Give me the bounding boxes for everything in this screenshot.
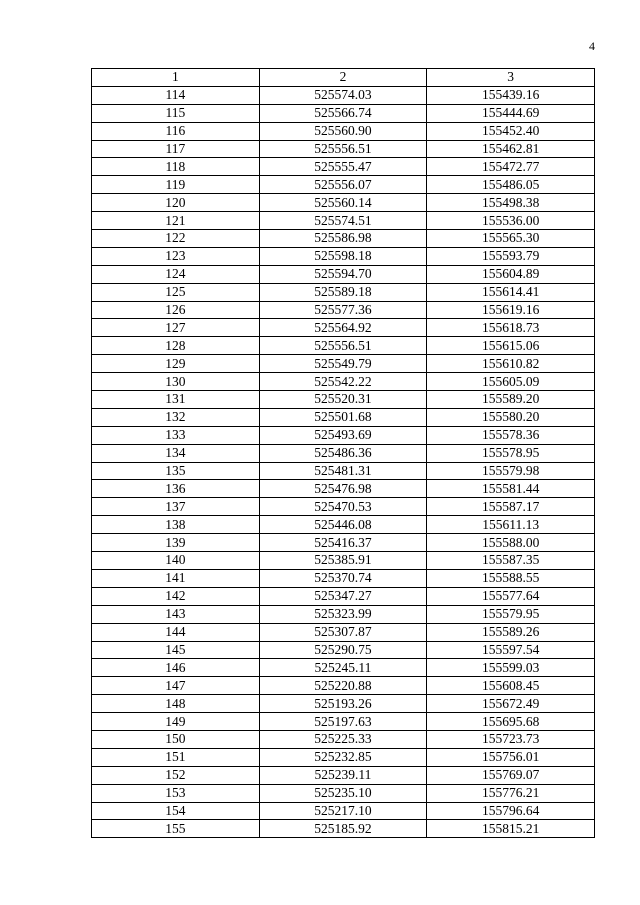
y-coordinate-cell: 155579.95: [427, 605, 595, 623]
table-row: [92, 695, 595, 713]
header-cell-2: 2: [259, 69, 427, 87]
point-number-cell: 114: [92, 86, 260, 104]
point-number-cell: 147: [92, 677, 260, 695]
table-row: [92, 140, 595, 158]
table-row: [92, 283, 595, 301]
table-row: [92, 516, 595, 534]
point-number-cell: 145: [92, 641, 260, 659]
point-number-cell: 130: [92, 373, 260, 391]
y-coordinate-cell: 155578.36: [427, 426, 595, 444]
y-coordinate-cell: 155615.06: [427, 337, 595, 355]
point-number-cell: 131: [92, 391, 260, 409]
x-coordinate-cell: 525564.92: [259, 319, 427, 337]
table-row: [92, 623, 595, 641]
point-number-cell: 122: [92, 230, 260, 248]
y-coordinate-cell: 155581.44: [427, 480, 595, 498]
y-coordinate-cell: 155610.82: [427, 355, 595, 373]
y-coordinate-cell: 155776.21: [427, 784, 595, 802]
point-number-cell: 149: [92, 713, 260, 731]
x-coordinate-cell: 525556.51: [259, 337, 427, 355]
table-row: [92, 552, 595, 570]
table-row: [92, 319, 595, 337]
x-coordinate-cell: 525217.10: [259, 802, 427, 820]
y-coordinate-cell: 155796.64: [427, 802, 595, 820]
y-coordinate-cell: 155769.07: [427, 766, 595, 784]
y-coordinate-cell: 155619.16: [427, 301, 595, 319]
x-coordinate-cell: 525589.18: [259, 283, 427, 301]
x-coordinate-cell: 525232.85: [259, 748, 427, 766]
point-number-cell: 152: [92, 766, 260, 784]
x-coordinate-cell: 525470.53: [259, 498, 427, 516]
y-coordinate-cell: 155486.05: [427, 176, 595, 194]
y-coordinate-cell: 155597.54: [427, 641, 595, 659]
y-coordinate-cell: 155578.95: [427, 444, 595, 462]
y-coordinate-cell: 155695.68: [427, 713, 595, 731]
point-number-cell: 124: [92, 265, 260, 283]
y-coordinate-cell: 155439.16: [427, 86, 595, 104]
point-number-cell: 119: [92, 176, 260, 194]
y-coordinate-cell: 155723.73: [427, 730, 595, 748]
table-row: [92, 86, 595, 104]
y-coordinate-cell: 155565.30: [427, 230, 595, 248]
table-row: [92, 212, 595, 230]
table-row: [92, 784, 595, 802]
x-coordinate-cell: 525598.18: [259, 247, 427, 265]
x-coordinate-cell: 525577.36: [259, 301, 427, 319]
coordinates-table: [91, 68, 595, 838]
point-number-cell: 118: [92, 158, 260, 176]
table-row: [92, 766, 595, 784]
x-coordinate-cell: 525501.68: [259, 408, 427, 426]
point-number-cell: 150: [92, 730, 260, 748]
y-coordinate-cell: 155599.03: [427, 659, 595, 677]
y-coordinate-cell: 155614.41: [427, 283, 595, 301]
point-number-cell: 135: [92, 462, 260, 480]
point-number-cell: 136: [92, 480, 260, 498]
table-row: [92, 104, 595, 122]
point-number-cell: 142: [92, 587, 260, 605]
point-number-cell: 140: [92, 552, 260, 570]
table-row: [92, 534, 595, 552]
point-number-cell: 137: [92, 498, 260, 516]
y-coordinate-cell: 155588.55: [427, 569, 595, 587]
x-coordinate-cell: 525307.87: [259, 623, 427, 641]
table-row: [92, 569, 595, 587]
point-number-cell: 148: [92, 695, 260, 713]
y-coordinate-cell: 155462.81: [427, 140, 595, 158]
x-coordinate-cell: 525220.88: [259, 677, 427, 695]
x-coordinate-cell: 525193.26: [259, 695, 427, 713]
point-number-cell: 117: [92, 140, 260, 158]
table-row: [92, 247, 595, 265]
table-row: [92, 462, 595, 480]
table-row: [92, 426, 595, 444]
y-coordinate-cell: 155611.13: [427, 516, 595, 534]
y-coordinate-cell: 155588.00: [427, 534, 595, 552]
point-number-cell: 151: [92, 748, 260, 766]
point-number-cell: 153: [92, 784, 260, 802]
y-coordinate-cell: 155608.45: [427, 677, 595, 695]
x-coordinate-cell: 525486.36: [259, 444, 427, 462]
y-coordinate-cell: 155604.89: [427, 265, 595, 283]
x-coordinate-cell: 525225.33: [259, 730, 427, 748]
table-row: [92, 391, 595, 409]
table-row: [92, 748, 595, 766]
y-coordinate-cell: 155577.64: [427, 587, 595, 605]
x-coordinate-cell: 525290.75: [259, 641, 427, 659]
x-coordinate-cell: 525416.37: [259, 534, 427, 552]
x-coordinate-cell: 525239.11: [259, 766, 427, 784]
table-row: [92, 122, 595, 140]
point-number-cell: 115: [92, 104, 260, 122]
x-coordinate-cell: 525549.79: [259, 355, 427, 373]
x-coordinate-cell: 525235.10: [259, 784, 427, 802]
point-number-cell: 134: [92, 444, 260, 462]
x-coordinate-cell: 525481.31: [259, 462, 427, 480]
point-number-cell: 144: [92, 623, 260, 641]
point-number-cell: 138: [92, 516, 260, 534]
table-row: [92, 408, 595, 426]
point-number-cell: 120: [92, 194, 260, 212]
x-coordinate-cell: 525520.31: [259, 391, 427, 409]
x-coordinate-cell: 525556.51: [259, 140, 427, 158]
x-coordinate-cell: 525555.47: [259, 158, 427, 176]
x-coordinate-cell: 525560.90: [259, 122, 427, 140]
table-row: [92, 677, 595, 695]
table-header: [92, 69, 595, 87]
table-row: [92, 355, 595, 373]
table-row: [92, 730, 595, 748]
table-body: [92, 86, 595, 837]
y-coordinate-cell: 155618.73: [427, 319, 595, 337]
x-coordinate-cell: 525245.11: [259, 659, 427, 677]
point-number-cell: 155: [92, 820, 260, 838]
y-coordinate-cell: 155536.00: [427, 212, 595, 230]
point-number-cell: 125: [92, 283, 260, 301]
table-row: [92, 337, 595, 355]
point-number-cell: 141: [92, 569, 260, 587]
table-row: [92, 605, 595, 623]
x-coordinate-cell: 525476.98: [259, 480, 427, 498]
point-number-cell: 128: [92, 337, 260, 355]
x-coordinate-cell: 525560.14: [259, 194, 427, 212]
y-coordinate-cell: 155452.40: [427, 122, 595, 140]
y-coordinate-cell: 155589.26: [427, 623, 595, 641]
y-coordinate-cell: 155579.98: [427, 462, 595, 480]
table-row: [92, 373, 595, 391]
point-number-cell: 129: [92, 355, 260, 373]
table-row: [92, 802, 595, 820]
point-number-cell: 133: [92, 426, 260, 444]
x-coordinate-cell: 525446.08: [259, 516, 427, 534]
y-coordinate-cell: 155672.49: [427, 695, 595, 713]
x-coordinate-cell: 525594.70: [259, 265, 427, 283]
x-coordinate-cell: 525556.07: [259, 176, 427, 194]
point-number-cell: 146: [92, 659, 260, 677]
table-row: [92, 641, 595, 659]
point-number-cell: 139: [92, 534, 260, 552]
table-row: [92, 158, 595, 176]
y-coordinate-cell: 155472.77: [427, 158, 595, 176]
x-coordinate-cell: 525197.63: [259, 713, 427, 731]
x-coordinate-cell: 525347.27: [259, 587, 427, 605]
x-coordinate-cell: 525385.91: [259, 552, 427, 570]
table-row: [92, 587, 595, 605]
y-coordinate-cell: 155587.35: [427, 552, 595, 570]
point-number-cell: 116: [92, 122, 260, 140]
table-row: [92, 444, 595, 462]
page-number: 4: [589, 39, 595, 53]
point-number-cell: 127: [92, 319, 260, 337]
point-number-cell: 123: [92, 247, 260, 265]
x-coordinate-cell: 525574.51: [259, 212, 427, 230]
header-cell-3: 3: [427, 69, 595, 87]
y-coordinate-cell: 155498.38: [427, 194, 595, 212]
y-coordinate-cell: 155605.09: [427, 373, 595, 391]
y-coordinate-cell: 155587.17: [427, 498, 595, 516]
y-coordinate-cell: 155580.20: [427, 408, 595, 426]
table-row: [92, 659, 595, 677]
x-coordinate-cell: 525542.22: [259, 373, 427, 391]
x-coordinate-cell: 525370.74: [259, 569, 427, 587]
y-coordinate-cell: 155589.20: [427, 391, 595, 409]
y-coordinate-cell: 155593.79: [427, 247, 595, 265]
x-coordinate-cell: 525323.99: [259, 605, 427, 623]
x-coordinate-cell: 525493.69: [259, 426, 427, 444]
point-number-cell: 132: [92, 408, 260, 426]
point-number-cell: 154: [92, 802, 260, 820]
x-coordinate-cell: 525586.98: [259, 230, 427, 248]
x-coordinate-cell: 525574.03: [259, 86, 427, 104]
y-coordinate-cell: 155444.69: [427, 104, 595, 122]
header-cell-1: 1: [92, 69, 260, 87]
table-row: [92, 194, 595, 212]
y-coordinate-cell: 155815.21: [427, 820, 595, 838]
table-row: [92, 176, 595, 194]
x-coordinate-cell: 525566.74: [259, 104, 427, 122]
table-row: [92, 230, 595, 248]
point-number-cell: 126: [92, 301, 260, 319]
table-row: [92, 480, 595, 498]
point-number-cell: 121: [92, 212, 260, 230]
table-row: [92, 820, 595, 838]
table-row: [92, 498, 595, 516]
header-row: [92, 69, 595, 87]
point-number-cell: 143: [92, 605, 260, 623]
table-row: [92, 301, 595, 319]
table-row: [92, 265, 595, 283]
table-row: [92, 713, 595, 731]
y-coordinate-cell: 155756.01: [427, 748, 595, 766]
x-coordinate-cell: 525185.92: [259, 820, 427, 838]
